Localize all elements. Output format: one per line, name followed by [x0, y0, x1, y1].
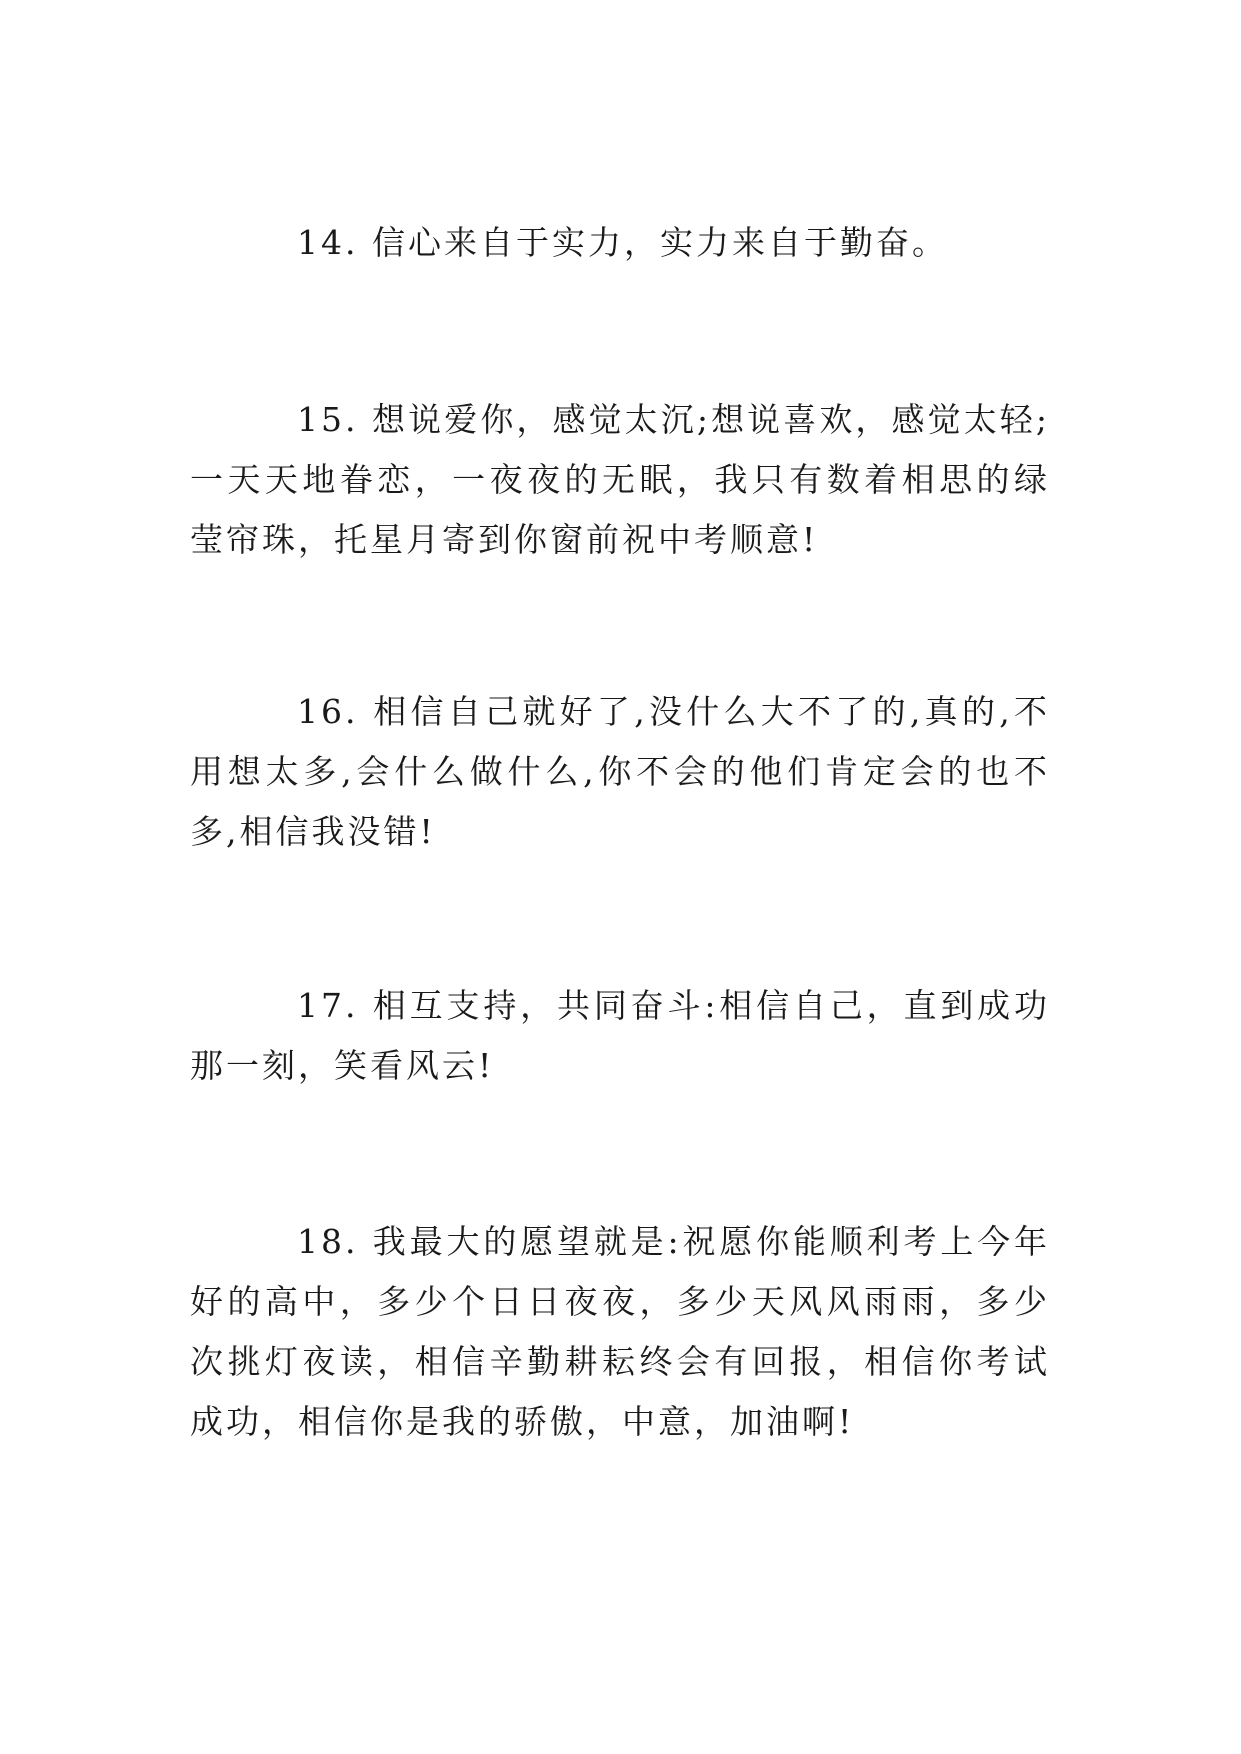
paragraph-14: 14. 信心来自于实力，实力来自于勤奋。 [297, 223, 948, 262]
paragraph-18: 18. 我最大的愿望就是:祝愿你能顺利考上今年好的高中，多少个日日夜夜，多少天风风雨雨，多少次挑灯夜读，相信辛勤耕耘终会有回报，相信你考试成功，相信你是我的骄傲，中意，加油啊! [190, 1222, 1050, 1441]
paragraph-16: 16. 相信自己就好了,没什么大不了的,真的,不用想太多,会什么做什么,你不会的他们肯定会的也不多,相信我没错! [190, 692, 1050, 851]
paragraph-15: 15. 想说爱你，感觉太沉;想说喜欢，感觉太轻;一天天地眷恋，一夜夜的无眠，我只有数着相思的绿莹帘珠，托星月寄到你窗前祝中考顺意! [190, 400, 1050, 559]
paragraph-17: 17. 相互支持，共同奋斗:相信自己，直到成功那一刻，笑看风云! [190, 986, 1050, 1085]
